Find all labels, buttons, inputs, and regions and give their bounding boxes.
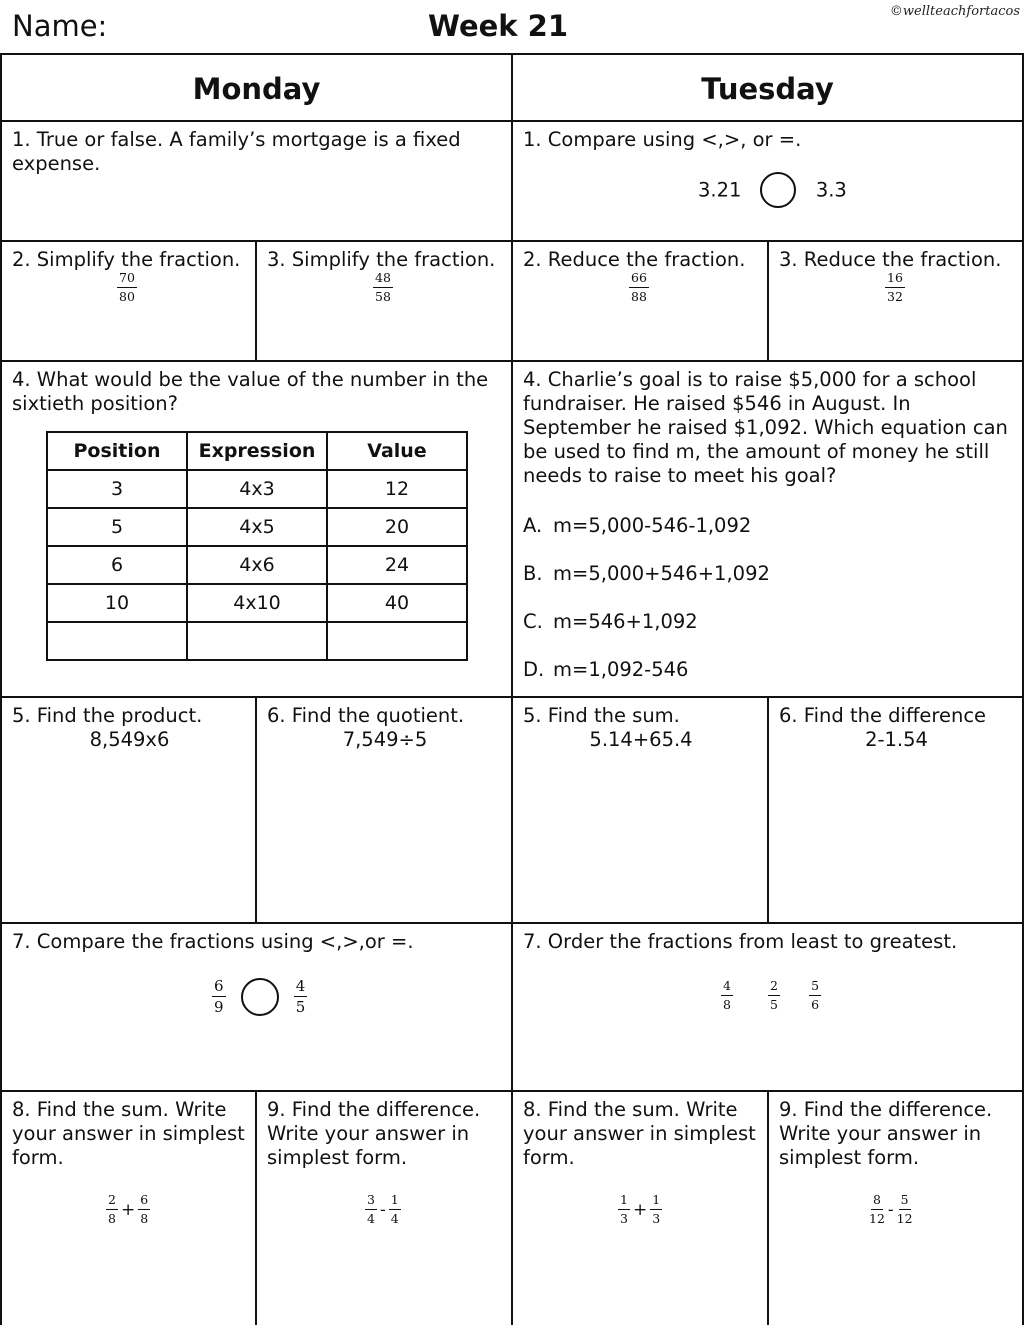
fraction-numerator: 6 (138, 1194, 150, 1210)
compare-circle[interactable] (241, 978, 279, 1016)
fraction-denominator: 8 (108, 1210, 116, 1226)
monday-q3-box[interactable] (255, 240, 513, 362)
fraction-denominator: 8 (723, 996, 731, 1012)
fraction-denominator: 4 (367, 1210, 375, 1226)
fraction-numerator: 4 (721, 980, 733, 996)
fraction-denominator: 80 (119, 288, 135, 304)
week-title: Week 21 (428, 9, 569, 43)
monday-q9-prompt: 9. Find the difference. Write your answer in simplest form. (267, 1098, 481, 1169)
choice-c[interactable] (523, 610, 698, 633)
monday-q2-box[interactable] (0, 240, 257, 362)
operator: + (120, 1199, 136, 1220)
monday-q6-expression: 7,549÷5 (342, 728, 428, 751)
table-cell: 20 (327, 508, 467, 546)
fraction-numerator: 70 (117, 272, 137, 288)
fraction-denominator: 5 (770, 996, 778, 1012)
fraction-denominator: 9 (214, 998, 224, 1016)
tuesday-title: Tuesday (701, 71, 834, 106)
choice-letter: C. (523, 610, 543, 633)
monday-title: Monday (192, 71, 321, 106)
fraction-numerator: 48 (373, 272, 393, 288)
fraction-denominator: 3 (652, 1210, 661, 1226)
tuesday-q9-box[interactable] (767, 1090, 1024, 1325)
tuesday-q6-box[interactable] (767, 696, 1024, 924)
tuesday-q2-prompt: 2. Reduce the fraction. (523, 248, 746, 271)
tuesday-q4-prompt: 4. Charlie’s goal is to raise $5,000 for a school fundraiser. He raised $546 in August. In September he raised $1,092. Which equation can be used to find m, the amount of money he still needs to raise to meet his goal? (523, 368, 1008, 487)
fraction-numerator: 4 (295, 977, 306, 995)
name-label: Name: (12, 9, 108, 43)
monday-q5-prompt: 5. Find the product. (12, 704, 203, 727)
copyright-mark: ©wellteachfortacos (889, 4, 1020, 19)
choice-a[interactable] (523, 514, 751, 537)
table-cell-answer[interactable] (187, 622, 327, 660)
tuesday-q7-fractions (721, 980, 821, 1011)
fraction-denominator: 12 (869, 1210, 885, 1226)
choice-letter: A. (523, 514, 543, 537)
fraction-denominator: 6 (811, 996, 820, 1012)
monday-q7-box[interactable] (0, 922, 513, 1092)
fraction-denominator: 58 (375, 288, 391, 304)
tuesday-q3-fraction (885, 272, 905, 303)
fraction-denominator: 3 (620, 1210, 628, 1226)
table-cell: 24 (327, 546, 467, 584)
monday-q9-box[interactable] (255, 1090, 513, 1325)
monday-q1-prompt: 1. True or false. A family’s mortgage is a fixed expense. (12, 128, 461, 175)
tuesday-q5-prompt: 5. Find the sum. (523, 704, 680, 727)
table-cell: 10 (47, 584, 187, 622)
table-row (47, 470, 467, 508)
choice-d[interactable] (523, 658, 688, 681)
monday-q8-expression (106, 1194, 150, 1225)
monday-q5-box[interactable] (0, 696, 257, 924)
monday-q2-prompt: 2. Simplify the fraction. (12, 248, 241, 271)
tuesday-q8-prompt: 8. Find the sum. Write your answer in simplest form. (523, 1098, 756, 1169)
compare-circle[interactable] (760, 172, 796, 208)
tuesday-q1-right: 3.3 (815, 178, 847, 202)
tuesday-q5-expression: 5.14+65.4 (589, 728, 693, 751)
operator: - (887, 1199, 894, 1220)
monday-q2-fraction (117, 272, 137, 303)
tuesday-q9-expression (869, 1194, 913, 1225)
table-cell: 5 (47, 508, 187, 546)
operator: - (379, 1199, 386, 1220)
tuesday-q8-box[interactable] (511, 1090, 769, 1325)
fraction-numerator: 2 (768, 980, 780, 996)
table-cell: 3 (47, 470, 187, 508)
monday-q6-prompt: 6. Find the quotient. (267, 704, 465, 727)
choice-text: m=1,092-546 (553, 658, 689, 681)
fraction-numerator: 3 (365, 1194, 377, 1210)
monday-q8-prompt: 8. Find the sum. Write your answer in simplest form. (12, 1098, 245, 1169)
table-row-blank (47, 622, 467, 660)
table-header: Expression (187, 432, 327, 470)
table-cell-answer[interactable] (327, 622, 467, 660)
table-cell: 6 (47, 546, 187, 584)
monday-q1-box[interactable] (0, 120, 513, 242)
fraction-numerator: 5 (809, 980, 821, 996)
monday-q4-prompt: 4. What would be the value of the number in the sixtieth position? (12, 368, 489, 415)
tuesday-q1-compare (698, 172, 847, 208)
tuesday-q6-prompt: 6. Find the difference (779, 704, 987, 727)
fraction-denominator: 4 (390, 1210, 399, 1226)
fraction-numerator: 66 (629, 272, 649, 288)
monday-q7-prompt: 7. Compare the fractions using <,>,or =. (12, 930, 414, 953)
tuesday-q5-box[interactable] (511, 696, 769, 924)
monday-q7-compare (212, 978, 307, 1016)
monday-q3-fraction (373, 272, 393, 303)
table-cell: 4x3 (187, 470, 327, 508)
tuesday-q6-expression: 2-1.54 (865, 728, 928, 751)
fraction-numerator: 1 (650, 1194, 662, 1210)
choice-letter: D. (523, 658, 545, 681)
tuesday-q2-box[interactable] (511, 240, 769, 362)
table-row (47, 584, 467, 622)
operator: + (632, 1199, 648, 1220)
tuesday-q3-box[interactable] (767, 240, 1024, 362)
table-cell: 4x6 (187, 546, 327, 584)
choice-text: m=546+1,092 (553, 610, 698, 633)
table-row (47, 508, 467, 546)
tuesday-q7-prompt: 7. Order the fractions from least to greatest. (523, 930, 958, 953)
tuesday-header (511, 53, 1024, 122)
table-cell-answer[interactable] (47, 622, 187, 660)
fraction-numerator: 2 (106, 1194, 118, 1210)
tuesday-q4-box[interactable] (511, 360, 1024, 698)
table-cell: 12 (327, 470, 467, 508)
tuesday-q1-left: 3.21 (698, 178, 742, 202)
monday-q3-prompt: 3. Simplify the fraction. (267, 248, 496, 271)
choice-text: m=5,000-546-1,092 (553, 514, 752, 537)
tuesday-q7-box[interactable] (511, 922, 1024, 1092)
fraction-denominator: 12 (896, 1210, 913, 1226)
fraction-denominator: 8 (140, 1210, 149, 1226)
fraction-denominator: 5 (295, 998, 306, 1016)
tuesday-q2-fraction (629, 272, 649, 303)
fraction-denominator: 88 (631, 288, 647, 304)
monday-q8-box[interactable] (0, 1090, 257, 1325)
fraction-numerator: 8 (871, 1194, 883, 1210)
fraction-numerator: 1 (389, 1194, 401, 1210)
table-cell: 40 (327, 584, 467, 622)
choice-text: m=5,000+546+1,092 (553, 562, 770, 585)
tuesday-q8-expression (618, 1194, 662, 1225)
choice-letter: B. (523, 562, 543, 585)
table-header: Position (47, 432, 187, 470)
monday-header (0, 53, 513, 122)
table-header: Value (327, 432, 467, 470)
fraction-numerator: 1 (618, 1194, 630, 1210)
tuesday-q9-prompt: 9. Find the difference. Write your answer in simplest form. (779, 1098, 993, 1169)
monday-q6-box[interactable] (255, 696, 513, 924)
monday-q5-expression: 8,549x6 (89, 728, 170, 751)
tuesday-q1-box[interactable] (511, 120, 1024, 242)
tuesday-q1-prompt: 1. Compare using <,>, or =. (523, 128, 802, 151)
table-row (47, 546, 467, 584)
fraction-numerator: 5 (899, 1194, 911, 1210)
table-cell: 4x5 (187, 508, 327, 546)
fraction-denominator: 32 (887, 288, 903, 304)
tuesday-q3-prompt: 3. Reduce the fraction. (779, 248, 1002, 271)
pattern-table (46, 431, 468, 661)
choice-b[interactable] (523, 562, 770, 585)
fraction-numerator: 6 (214, 977, 224, 995)
table-cell: 4x10 (187, 584, 327, 622)
table-header-row (47, 432, 467, 470)
worksheet-grid (0, 53, 1024, 1325)
fraction-numerator: 16 (885, 272, 905, 288)
monday-q9-expression (365, 1194, 401, 1225)
